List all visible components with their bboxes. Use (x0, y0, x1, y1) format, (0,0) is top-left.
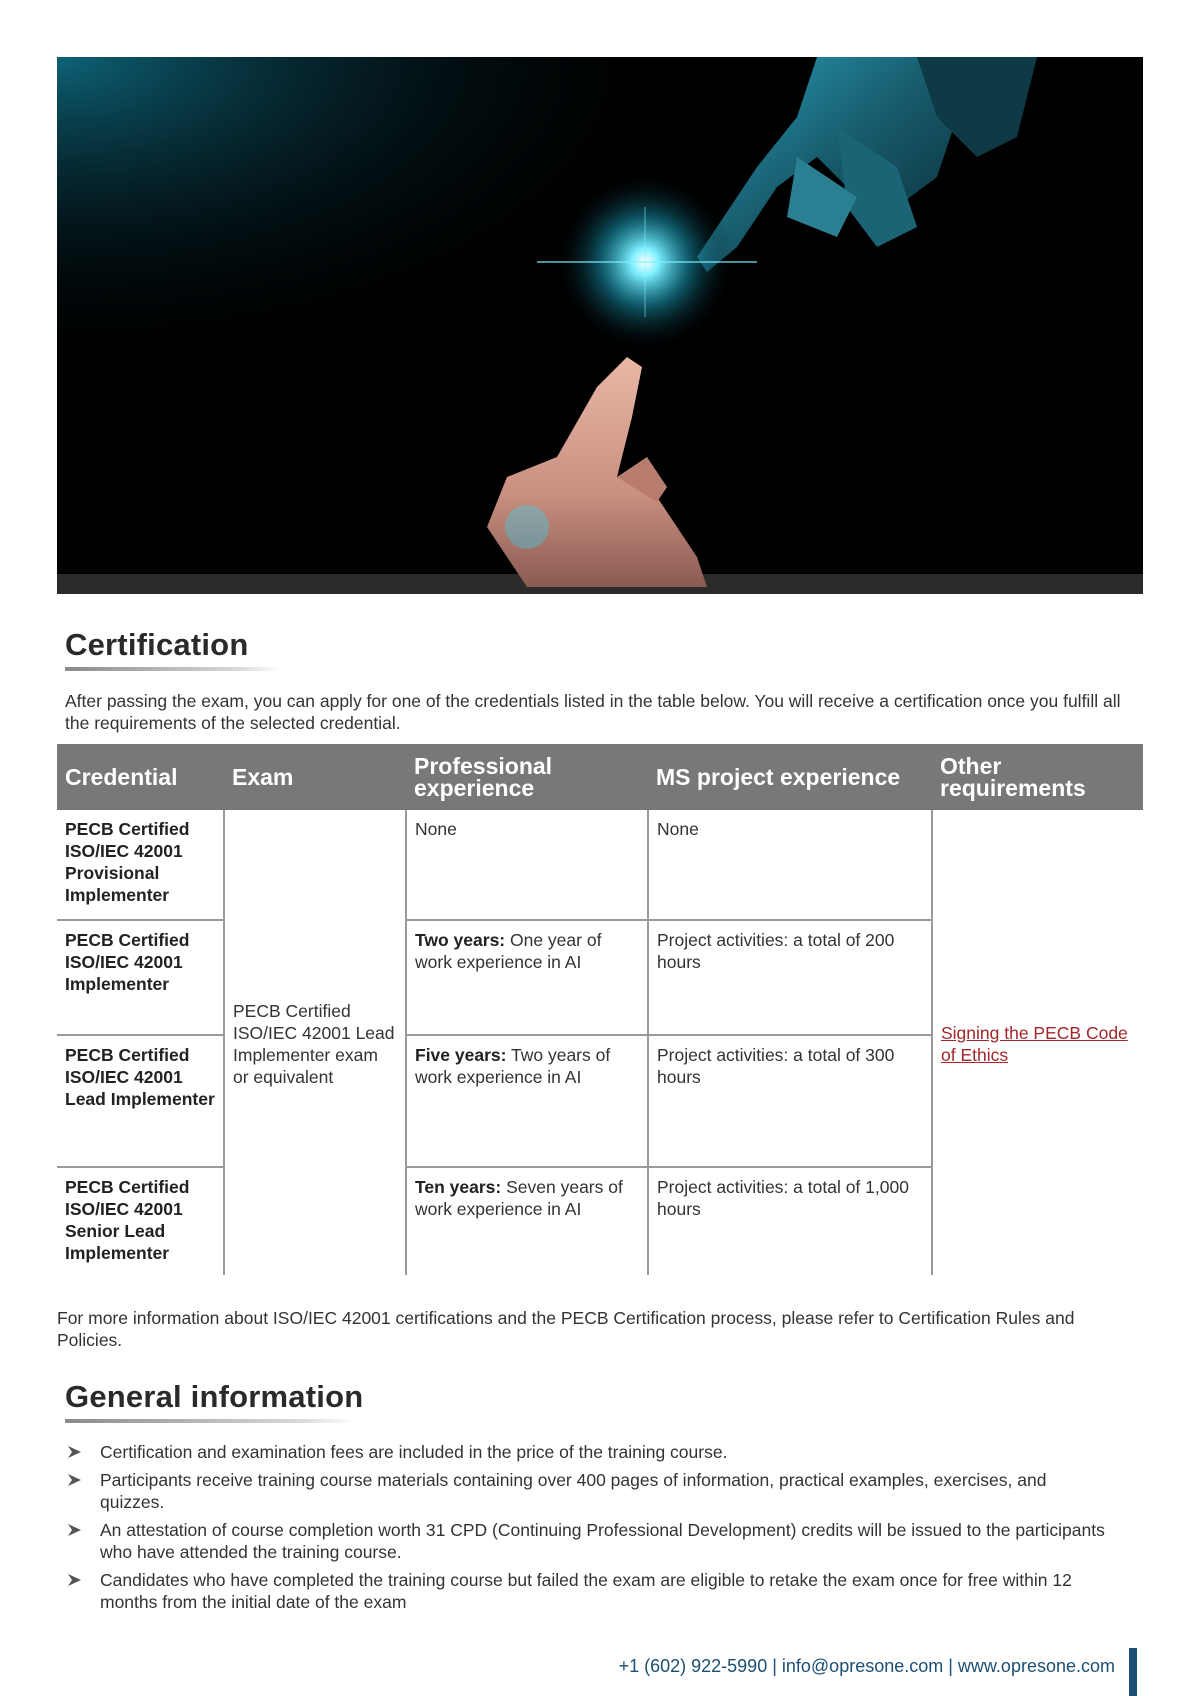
general-information-heading: General information (65, 1379, 364, 1414)
robot-human-touch-illustration (57, 57, 1143, 594)
hero-image (57, 57, 1143, 594)
header-credential: Credential (57, 744, 224, 810)
experience-years: Five years: (415, 1045, 507, 1065)
list-item (65, 1469, 1105, 1513)
experience-detail: None (415, 819, 457, 839)
header-other-requirements: Other requirements (932, 744, 1143, 810)
header-ms-project-experience: MS project experience (648, 744, 932, 810)
credentials-table (57, 744, 1143, 1275)
footer-accent-bar (1129, 1648, 1137, 1696)
table-row (57, 810, 1143, 920)
certification-heading-underline (65, 667, 280, 671)
code-of-ethics-link[interactable]: Signing the PECB Code of Ethics (941, 1022, 1128, 1065)
other-requirements-cell (932, 810, 1143, 1275)
certification-heading: Certification (65, 627, 249, 662)
experience-years: Two years: (415, 930, 506, 950)
list-item-text: Certification and examination fees are included in the price of the training course. (100, 1442, 728, 1462)
credential-cell: PECB Certified ISO/IEC 42001 Provisional Implementer (57, 810, 224, 920)
arrow-bullet-icon (67, 1524, 81, 1536)
arrow-bullet-icon (67, 1474, 81, 1486)
ms-project-cell: Project activities: a total of 200 hours (648, 920, 932, 1035)
credential-cell: PECB Certified ISO/IEC 42001 Senior Lead Implementer (57, 1167, 224, 1275)
ms-project-cell: None (648, 810, 932, 920)
arrow-bullet-icon (67, 1574, 81, 1586)
footer-contact-info[interactable]: +1 (602) 922-5990 | info@opresone.com | www.opresone.com (618, 1656, 1115, 1676)
professional-experience-cell (406, 1167, 648, 1275)
ms-project-cell: Project activities: a total of 300 hours (648, 1035, 932, 1167)
header-professional-experience: Professional experience (406, 744, 648, 810)
professional-experience-cell (406, 810, 648, 920)
general-information-list (65, 1441, 1105, 1619)
credential-cell: PECB Certified ISO/IEC 42001 Lead Implementer (57, 1035, 224, 1167)
experience-detail: Two years of work experience in AI (415, 1045, 611, 1087)
header-exam: Exam (224, 744, 406, 810)
exam-cell: PECB Certified ISO/IEC 42001 Lead Implementer exam or equivalent (224, 810, 406, 1275)
list-item-text: Participants receive training course materials containing over 400 pages of information, practical examples, exercises, and quizzes. (100, 1470, 1047, 1512)
arrow-bullet-icon (67, 1446, 81, 1458)
credential-cell: PECB Certified ISO/IEC 42001 Implementer (57, 920, 224, 1035)
experience-years: Ten years: (415, 1177, 502, 1197)
experience-detail: Seven years of work experience in AI (415, 1177, 623, 1219)
list-item-text: Candidates who have completed the training course but failed the exam are eligible to retake the exam once for free within 12 months from the initial date of the exam (100, 1570, 1072, 1612)
professional-experience-cell (406, 1035, 648, 1167)
list-item (65, 1519, 1105, 1563)
ms-project-cell: Project activities: a total of 1,000 hours (648, 1167, 932, 1275)
certification-intro: After passing the exam, you can apply for one of the credentials listed in the table below. You will receive a certification once you fulfill all the requirements of the selected credential. (65, 691, 1121, 733)
experience-detail: One year of work experience in AI (415, 930, 602, 972)
general-heading-underline (65, 1419, 355, 1423)
more-info-paragraph: For more information about ISO/IEC 42001 certifications and the PECB Certification process, please refer to Certification Rules and Policies. (57, 1308, 1075, 1350)
table-header-row (57, 744, 1143, 810)
list-item (65, 1441, 1105, 1463)
list-item (65, 1569, 1105, 1613)
professional-experience-cell (406, 920, 648, 1035)
list-item-text: An attestation of course completion worth 31 CPD (Continuing Professional Development) credits will be issued to the participants who have attended the training course. (100, 1520, 1105, 1562)
